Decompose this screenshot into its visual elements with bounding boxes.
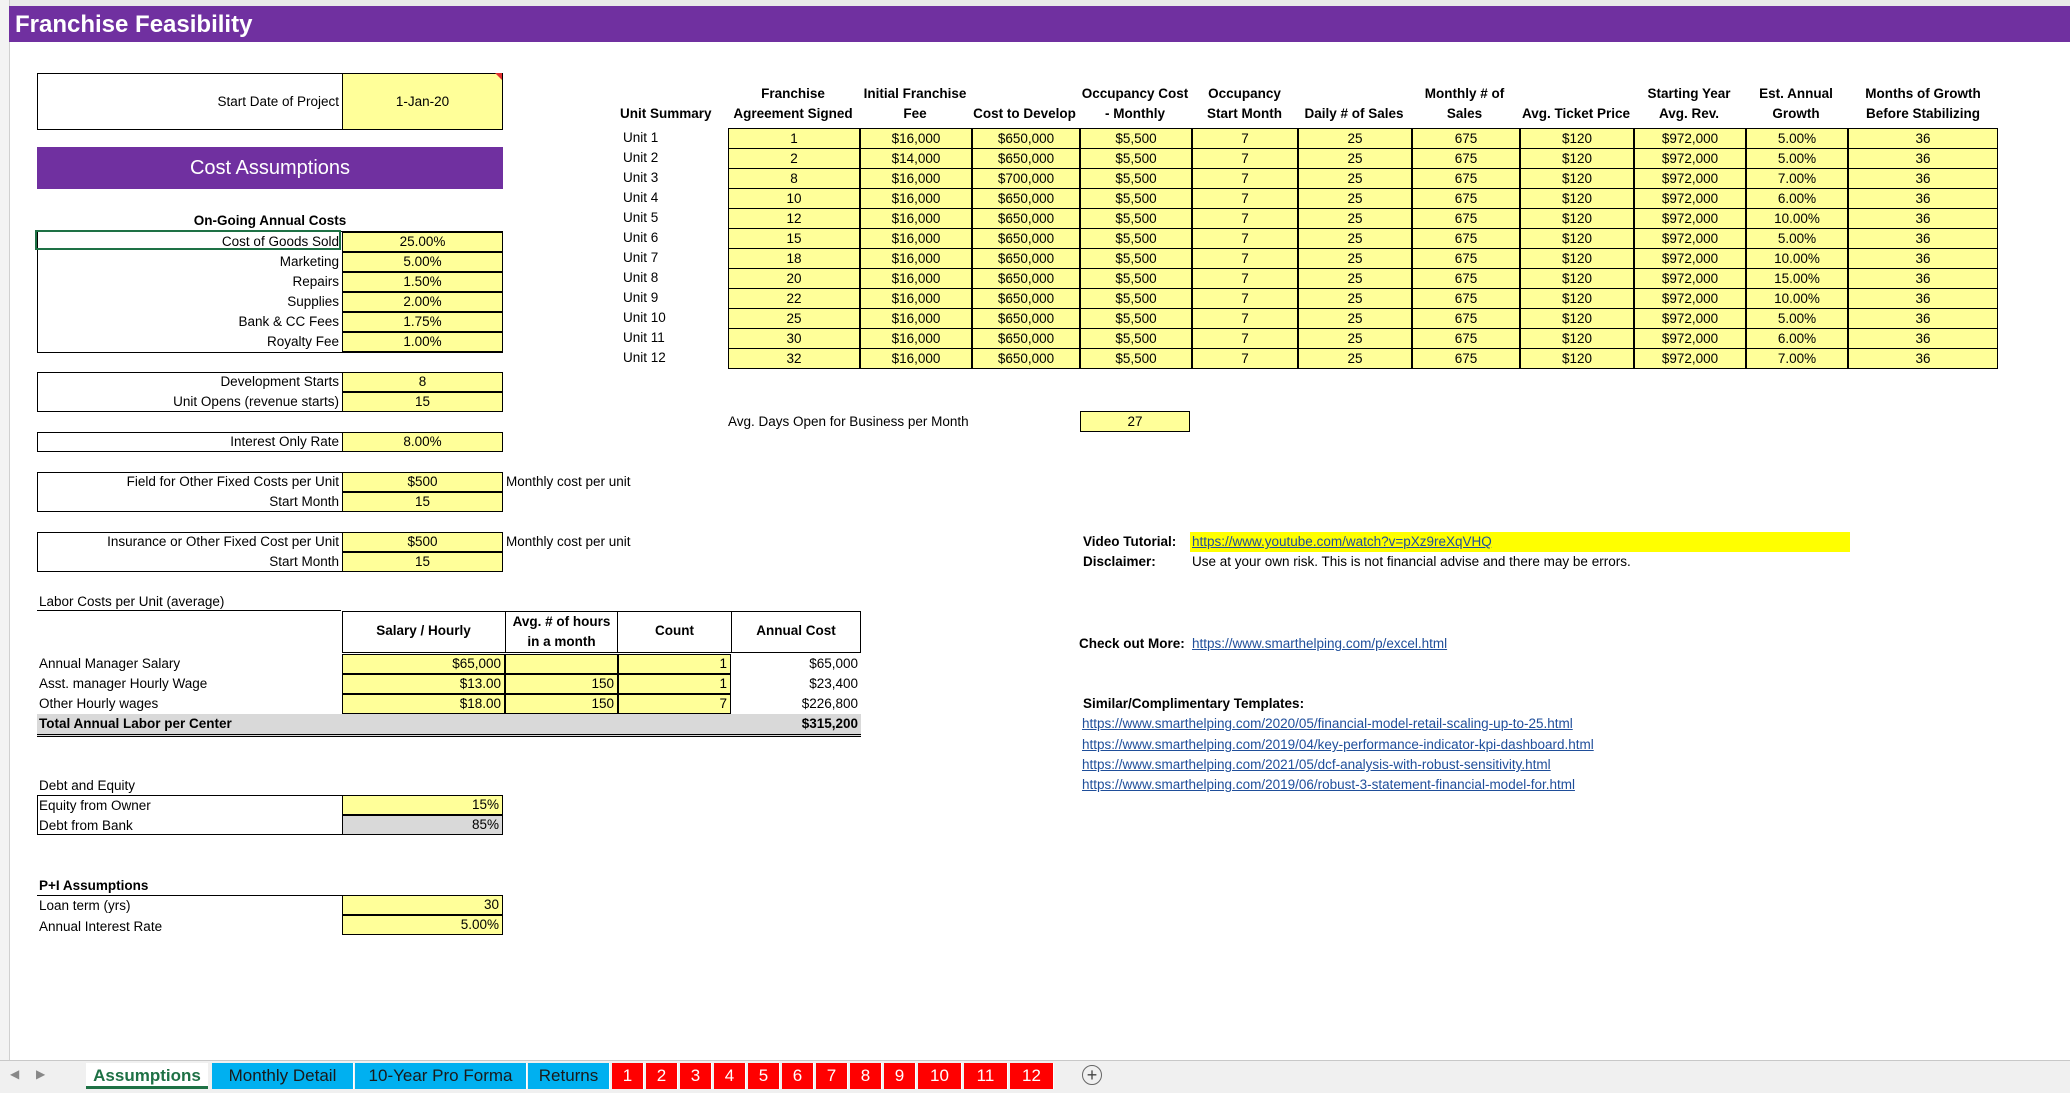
unit-cell-input[interactable]: 25	[1298, 228, 1412, 249]
unit-cell-input[interactable]: $5,500	[1080, 228, 1192, 249]
cost-assumptions-banner: Cost Assumptions	[37, 147, 503, 189]
tab-returns[interactable]: Returns	[528, 1063, 610, 1089]
unit-cell-input[interactable]: 675	[1412, 168, 1520, 189]
unit-table-header-text: Months of Growth Before Stabilizing	[1865, 86, 1981, 121]
ongoing-cost-input[interactable]: 5.00%	[342, 252, 503, 272]
unit-cell-input[interactable]: $120	[1520, 228, 1634, 249]
ongoing-cost-label: Supplies	[287, 294, 339, 309]
sheet-title: Franchise Feasibility	[15, 11, 253, 38]
tab-unit-9[interactable]: 9	[884, 1063, 916, 1089]
unit-cell-input[interactable]: 25	[1298, 268, 1412, 289]
unit-cell-input[interactable]: $16,000	[860, 308, 972, 329]
labor-count-input[interactable]: 7	[618, 694, 731, 714]
tab-unit-4[interactable]: 4	[714, 1063, 746, 1089]
interest-only-rate-label: Interest Only Rate	[230, 434, 339, 449]
tab-assumptions[interactable]: Assumptions	[86, 1063, 208, 1089]
unit-table-header-text: Unit Summary	[620, 106, 712, 121]
similar-link-2[interactable]: https://www.smarthelping.com/2019/04/key-performance-indicator-kpi-dashboard.html	[1082, 737, 1594, 752]
ongoing-cost-label: Bank & CC Fees	[238, 314, 339, 329]
ongoing-divider	[342, 352, 503, 353]
unit-table-header-text: Occupancy Cost - Monthly	[1081, 86, 1189, 121]
insurance-label: Insurance or Other Fixed Cost per Unit	[107, 534, 339, 549]
unit-cell-input[interactable]: 675	[1412, 268, 1520, 289]
unit-cell-input[interactable]: 18	[728, 248, 860, 269]
unit-cell-input[interactable]: 675	[1412, 308, 1520, 329]
unit-cell-input[interactable]: 7	[1192, 128, 1298, 149]
unit-table-header	[728, 80, 858, 124]
unit-cell-input[interactable]: $120	[1520, 128, 1634, 149]
insurance-start-input[interactable]: 15	[342, 552, 503, 572]
tab-unit-10[interactable]: 10	[918, 1063, 962, 1089]
unit-cell-input[interactable]: 7	[1192, 148, 1298, 169]
unit-cell-input[interactable]: $972,000	[1634, 308, 1746, 329]
tab-unit-2[interactable]: 2	[646, 1063, 678, 1089]
equity-input[interactable]: 15%	[342, 795, 503, 815]
unit-table-header	[1298, 80, 1410, 124]
field-other-start-label: Start Month	[269, 494, 339, 509]
unit-cell-input[interactable]: $120	[1520, 188, 1634, 209]
ongoing-costs-heading: On-Going Annual Costs	[193, 213, 347, 228]
unit-cell-input[interactable]: $16,000	[860, 228, 972, 249]
unit-cell-input[interactable]: 36	[1848, 128, 1998, 149]
unit-cell-input[interactable]: $972,000	[1634, 188, 1746, 209]
unit-cell-input[interactable]: $120	[1520, 208, 1634, 229]
ongoing-cost-input[interactable]: 2.00%	[342, 292, 503, 312]
row-header-strip	[0, 0, 10, 1060]
unit-cell-input[interactable]: 25	[1298, 128, 1412, 149]
unit-name: Unit 9	[623, 290, 659, 305]
unit-cell-input[interactable]: 8	[728, 168, 860, 189]
field-other-note: Monthly cost per unit	[506, 474, 631, 489]
labor-hours-input[interactable]: 150	[505, 674, 618, 694]
unit-opens-input[interactable]: 15	[342, 392, 503, 412]
unit-cell-input[interactable]: 7	[1192, 328, 1298, 349]
unit-name: Unit 12	[623, 350, 666, 365]
unit-cell-input[interactable]: $16,000	[860, 248, 972, 269]
unit-cell-input[interactable]: 675	[1412, 348, 1520, 369]
unit-cell-input[interactable]: 25	[1298, 248, 1412, 269]
comment-indicator-icon	[495, 73, 502, 80]
unit-cell-input[interactable]: $120	[1520, 308, 1634, 329]
field-other-fixed-input[interactable]: $500	[342, 472, 503, 492]
unit-cell-input[interactable]: $972,000	[1634, 328, 1746, 349]
unit-cell-input[interactable]: 25	[1298, 148, 1412, 169]
similar-link-4[interactable]: https://www.smarthelping.com/2019/06/robust-3-statement-financial-model-for.html	[1082, 777, 1575, 792]
annual-rate-input[interactable]: 5.00%	[342, 915, 503, 935]
unit-cell-input[interactable]: $650,000	[972, 328, 1080, 349]
tab-10-year-pro-forma[interactable]: 10-Year Pro Forma	[355, 1063, 527, 1089]
labor-count-input[interactable]: 1	[618, 674, 731, 694]
labor-title: Labor Costs per Unit (average)	[39, 594, 225, 609]
unit-cell-input[interactable]: $650,000	[972, 188, 1080, 209]
avg-days-input[interactable]: 27	[1080, 411, 1190, 432]
unit-cell-input[interactable]: $972,000	[1634, 168, 1746, 189]
unit-cell-input[interactable]: 7.00%	[1746, 348, 1848, 369]
video-tutorial-link[interactable]: https://www.youtube.com/watch?v=pXz9reXqVHQ	[1192, 534, 1492, 549]
unit-table-header-text: Est. Annual Growth	[1759, 86, 1833, 121]
tab-unit-8[interactable]: 8	[850, 1063, 882, 1089]
loan-term-label: Loan term (yrs)	[39, 898, 131, 913]
labor-row-label: Other Hourly wages	[39, 696, 159, 711]
unit-table-header-text: Starting Year Avg. Rev.	[1647, 86, 1731, 121]
unit-cell-input[interactable]: 20	[728, 268, 860, 289]
unit-table-header	[972, 80, 1077, 124]
field-other-fixed-label: Field for Other Fixed Costs per Unit	[126, 474, 339, 489]
unit-cell-input[interactable]: 25	[1298, 328, 1412, 349]
field-other-start-input[interactable]: 15	[342, 492, 503, 512]
unit-cell-input[interactable]: $5,500	[1080, 268, 1192, 289]
labor-salary-input[interactable]: $65,000	[342, 654, 505, 674]
labor-hours-input[interactable]: 150	[505, 694, 618, 714]
unit-cell-input[interactable]: $120	[1520, 148, 1634, 169]
unit-cell-input[interactable]: $5,500	[1080, 328, 1192, 349]
unit-cell-input[interactable]: $120	[1520, 168, 1634, 189]
unit-cell-input[interactable]: 10.00%	[1746, 288, 1848, 309]
unit-cell-input[interactable]: $14,000	[860, 148, 972, 169]
unit-cell-input[interactable]: $5,500	[1080, 188, 1192, 209]
unit-cell-input[interactable]: $5,500	[1080, 208, 1192, 229]
unit-cell-input[interactable]: 36	[1848, 188, 1998, 209]
unit-opens-label: Unit Opens (revenue starts)	[173, 394, 339, 409]
unit-cell-input[interactable]: $972,000	[1634, 268, 1746, 289]
unit-cell-input[interactable]: 675	[1412, 228, 1520, 249]
unit-table-header	[1192, 80, 1297, 124]
unit-cell-input[interactable]: 7	[1192, 268, 1298, 289]
unit-cell-input[interactable]: 5.00%	[1746, 228, 1848, 249]
unit-cell-input[interactable]: $120	[1520, 348, 1634, 369]
labor-header-annual: Annual Cost	[756, 623, 836, 638]
labor-salary-input[interactable]: $13.00	[342, 674, 505, 694]
tab-unit-7[interactable]: 7	[816, 1063, 848, 1089]
ongoing-cost-label: Royalty Fee	[266, 334, 339, 349]
labor-header-salary: Salary / Hourly	[376, 623, 471, 638]
unit-cell-input[interactable]: 7	[1192, 288, 1298, 309]
unit-cell-input[interactable]: $16,000	[860, 268, 972, 289]
check-more-label: Check out More:	[1079, 636, 1185, 651]
unit-cell-input[interactable]: 36	[1848, 208, 1998, 229]
unit-cell-input[interactable]: 36	[1848, 308, 1998, 329]
check-more-link[interactable]: https://www.smarthelping.com/p/excel.html	[1192, 636, 1448, 651]
unit-cell-input[interactable]: 675	[1412, 248, 1520, 269]
unit-cell-input[interactable]: $650,000	[972, 348, 1080, 369]
loan-term-input[interactable]: 30	[342, 895, 503, 915]
unit-cell-input[interactable]: $972,000	[1634, 148, 1746, 169]
unit-cell-input[interactable]: $5,500	[1080, 148, 1192, 169]
unit-cell-input[interactable]: 32	[728, 348, 860, 369]
unit-name: Unit 1	[623, 130, 659, 145]
development-starts-input[interactable]: 8	[342, 372, 503, 392]
unit-cell-input[interactable]: 5.00%	[1746, 128, 1848, 149]
unit-cell-input[interactable]: 5.00%	[1746, 148, 1848, 169]
unit-table-header-text: Initial Franchise Fee	[863, 86, 967, 121]
unit-cell-input[interactable]: $5,500	[1080, 288, 1192, 309]
unit-cell-input[interactable]: $5,500	[1080, 348, 1192, 369]
unit-cell-input[interactable]: $16,000	[860, 168, 972, 189]
ongoing-cost-input[interactable]: 1.75%	[342, 312, 503, 332]
unit-cell-input[interactable]: $16,000	[860, 208, 972, 229]
tab-unit-12[interactable]: 12	[1010, 1063, 1054, 1089]
unit-table-header-text: Monthly # of Sales	[1424, 86, 1505, 121]
unit-cell-input[interactable]: 675	[1412, 208, 1520, 229]
add-sheet-icon[interactable]: +	[1082, 1065, 1102, 1085]
unit-table-header	[860, 80, 970, 124]
unit-cell-input[interactable]: $5,500	[1080, 308, 1192, 329]
unit-cell-input[interactable]: 25	[1298, 188, 1412, 209]
unit-table-header	[1412, 80, 1517, 124]
unit-cell-input[interactable]: $120	[1520, 268, 1634, 289]
unit-cell-input[interactable]: 25	[1298, 168, 1412, 189]
ongoing-cost-label: Cost of Goods Sold	[221, 234, 339, 249]
unit-cell-input[interactable]: 36	[1848, 168, 1998, 189]
selected-cell-outline	[35, 230, 341, 250]
annual-rate-label: Annual Interest Rate	[39, 919, 163, 934]
unit-cell-input[interactable]: 25	[1298, 208, 1412, 229]
labor-total-value: $315,200	[801, 716, 858, 731]
start-date-input[interactable]: 1-Jan-20	[342, 73, 503, 130]
unit-cell-input[interactable]: $972,000	[1634, 288, 1746, 309]
ongoing-cost-input[interactable]: 1.50%	[342, 272, 503, 292]
unit-cell-input[interactable]: 36	[1848, 288, 1998, 309]
unit-cell-input[interactable]: 6.00%	[1746, 328, 1848, 349]
labor-row-label: Annual Manager Salary	[39, 656, 181, 671]
unit-table-header	[1634, 80, 1744, 124]
ongoing-cost-input[interactable]: 1.00%	[342, 332, 503, 352]
disclaimer-text: Use at your own risk. This is not financial advise and there may be errors.	[1192, 554, 1631, 569]
unit-cell-input[interactable]: $650,000	[972, 308, 1080, 329]
unit-cell-input[interactable]: 25	[1298, 348, 1412, 369]
unit-cell-input[interactable]: 36	[1848, 148, 1998, 169]
insurance-start-label: Start Month	[269, 554, 339, 569]
unit-table-header-text: Daily # of Sales	[1304, 106, 1404, 121]
unit-cell-input[interactable]: $650,000	[972, 128, 1080, 149]
title-banner	[9, 6, 2070, 42]
scroll-left-icon[interactable]: ◀	[10, 1067, 20, 1081]
equity-label: Equity from Owner	[39, 798, 151, 813]
unit-cell-input[interactable]: $120	[1520, 328, 1634, 349]
unit-cell-input[interactable]: 10	[728, 188, 860, 209]
development-starts-label: Development Starts	[220, 374, 339, 389]
ongoing-cost-label: Marketing	[279, 254, 339, 269]
unit-cell-input[interactable]: $972,000	[1634, 128, 1746, 149]
pi-title: P+I Assumptions	[39, 878, 149, 893]
unit-cell-input[interactable]: 675	[1412, 328, 1520, 349]
video-tutorial-label: Video Tutorial:	[1083, 534, 1177, 549]
unit-name: Unit 3	[623, 170, 659, 185]
unit-cell-input[interactable]: $650,000	[972, 208, 1080, 229]
unit-cell-input[interactable]: 36	[1848, 228, 1998, 249]
unit-table-header	[1746, 80, 1846, 124]
unit-cell-input[interactable]: 2	[728, 148, 860, 169]
unit-name: Unit 11	[623, 330, 665, 345]
unit-cell-input[interactable]: $5,500	[1080, 248, 1192, 269]
labor-row-label: Asst. manager Hourly Wage	[39, 676, 208, 691]
unit-cell-input[interactable]: 7	[1192, 188, 1298, 209]
labor-annual-cost: $226,800	[801, 696, 858, 711]
unit-cell-input[interactable]: 675	[1412, 128, 1520, 149]
unit-name: Unit 4	[623, 190, 659, 205]
unit-cell-input[interactable]: 7	[1192, 348, 1298, 369]
labor-annual-cost: $23,400	[809, 676, 858, 691]
tab-unit-3[interactable]: 3	[680, 1063, 712, 1089]
debt-title: Debt and Equity	[39, 778, 136, 793]
unit-name: Unit 7	[623, 250, 659, 265]
unit-cell-input[interactable]: 7	[1192, 308, 1298, 329]
unit-table-header-text: Avg. Ticket Price	[1521, 106, 1631, 121]
unit-table-header-text: Occupancy Start Month	[1207, 86, 1282, 121]
unit-cell-input[interactable]: 1	[728, 128, 860, 149]
unit-cell-input[interactable]: 7	[1192, 248, 1298, 269]
labor-total-label: Total Annual Labor per Center	[39, 716, 232, 731]
unit-name: Unit 6	[623, 230, 659, 245]
labor-count-input[interactable]: 1	[618, 654, 731, 674]
unit-cell-input[interactable]: 5.00%	[1746, 308, 1848, 329]
scroll-right-icon[interactable]: ▶	[36, 1067, 46, 1081]
labor-title-underline	[37, 610, 341, 611]
tab-unit-6[interactable]: 6	[782, 1063, 814, 1089]
unit-cell-input[interactable]: 36	[1848, 348, 1998, 369]
start-date-label: Start Date of Project	[217, 94, 339, 109]
labor-hours-input[interactable]	[505, 654, 618, 674]
unit-cell-input[interactable]: 7	[1192, 228, 1298, 249]
unit-cell-input[interactable]: $16,000	[860, 188, 972, 209]
unit-table-header	[1848, 80, 1998, 124]
unit-cell-input[interactable]: 675	[1412, 288, 1520, 309]
unit-cell-input[interactable]: $5,500	[1080, 128, 1192, 149]
unit-cell-input[interactable]: $16,000	[860, 348, 972, 369]
unit-cell-input[interactable]: 25	[1298, 288, 1412, 309]
tab-unit-5[interactable]: 5	[748, 1063, 780, 1089]
unit-cell-input[interactable]: $972,000	[1634, 228, 1746, 249]
unit-cell-input[interactable]: $650,000	[972, 248, 1080, 269]
unit-cell-input[interactable]: $650,000	[972, 288, 1080, 309]
unit-cell-input[interactable]: 7.00%	[1746, 168, 1848, 189]
unit-cell-input[interactable]: $972,000	[1634, 208, 1746, 229]
labor-annual-cost: $65,000	[809, 656, 858, 671]
unit-table-header	[1520, 80, 1632, 124]
tab-unit-1[interactable]: 1	[612, 1063, 644, 1089]
unit-table-header-text: Cost to Develop	[973, 106, 1076, 121]
unit-cell-input[interactable]: 675	[1412, 188, 1520, 209]
unit-cell-input[interactable]: 7	[1192, 208, 1298, 229]
insurance-input[interactable]: $500	[342, 532, 503, 552]
unit-cell-input[interactable]: $120	[1520, 288, 1634, 309]
similar-templates-label: Similar/Complimentary Templates:	[1083, 696, 1305, 711]
labor-header-hours: Avg. # of hours in a month	[512, 614, 611, 649]
unit-cell-input[interactable]: 36	[1848, 328, 1998, 349]
unit-cell-input[interactable]: $120	[1520, 248, 1634, 269]
unit-table-header-text: Franchise Agreement Signed	[733, 86, 853, 121]
interest-only-rate-input[interactable]: 8.00%	[342, 432, 503, 452]
unit-cell-input[interactable]: 36	[1848, 268, 1998, 289]
unit-cell-input[interactable]: 30	[728, 328, 860, 349]
unit-cell-input[interactable]: 12	[728, 208, 860, 229]
avg-days-label: Avg. Days Open for Business per Month	[728, 414, 969, 429]
ongoing-cost-input[interactable]: 25.00%	[342, 232, 503, 252]
unit-name: Unit 2	[623, 150, 659, 165]
unit-cell-input[interactable]: $5,500	[1080, 168, 1192, 189]
unit-cell-input[interactable]: 36	[1848, 248, 1998, 269]
bank-debt-value: 85%	[342, 815, 503, 835]
unit-cell-input[interactable]: $972,000	[1634, 348, 1746, 369]
ongoing-cost-label: Repairs	[292, 274, 339, 289]
sheet-tab-bar	[0, 1060, 2070, 1093]
unit-cell-input[interactable]: $16,000	[860, 328, 972, 349]
tab-monthly-detail[interactable]: Monthly Detail	[212, 1063, 354, 1089]
bank-debt-label: Debt from Bank	[39, 818, 133, 833]
unit-cell-input[interactable]: 10.00%	[1746, 208, 1848, 229]
unit-cell-input[interactable]: 7	[1192, 168, 1298, 189]
unit-cell-input[interactable]: 25	[1298, 308, 1412, 329]
unit-cell-input[interactable]: $972,000	[1634, 248, 1746, 269]
labor-header-count: Count	[655, 623, 694, 638]
unit-cell-input[interactable]: 15	[728, 228, 860, 249]
unit-cell-input[interactable]: 10.00%	[1746, 248, 1848, 269]
tab-unit-11[interactable]: 11	[964, 1063, 1008, 1089]
unit-name: Unit 10	[623, 310, 666, 325]
unit-name: Unit 5	[623, 210, 659, 225]
unit-table-header	[620, 80, 724, 124]
unit-cell-input[interactable]: 6.00%	[1746, 188, 1848, 209]
similar-link-1[interactable]: https://www.smarthelping.com/2020/05/financial-model-retail-scaling-up-to-25.html	[1082, 716, 1573, 731]
labor-salary-input[interactable]: $18.00	[342, 694, 505, 714]
unit-cell-input[interactable]: $650,000	[972, 148, 1080, 169]
unit-name: Unit 8	[623, 270, 659, 285]
unit-cell-input[interactable]: 22	[728, 288, 860, 309]
unit-cell-input[interactable]: $650,000	[972, 228, 1080, 249]
unit-cell-input[interactable]: $16,000	[860, 128, 972, 149]
similar-link-3[interactable]: https://www.smarthelping.com/2021/05/dcf-analysis-with-robust-sensitivity.html	[1082, 757, 1551, 772]
unit-cell-input[interactable]: 15.00%	[1746, 268, 1848, 289]
unit-cell-input[interactable]: 675	[1412, 148, 1520, 169]
unit-cell-input[interactable]: $16,000	[860, 288, 972, 309]
disclaimer-label: Disclaimer:	[1083, 554, 1156, 569]
unit-cell-input[interactable]: 25	[728, 308, 860, 329]
unit-cell-input[interactable]: $700,000	[972, 168, 1080, 189]
unit-cell-input[interactable]: $650,000	[972, 268, 1080, 289]
unit-table-header	[1080, 80, 1190, 124]
insurance-note: Monthly cost per unit	[506, 534, 631, 549]
